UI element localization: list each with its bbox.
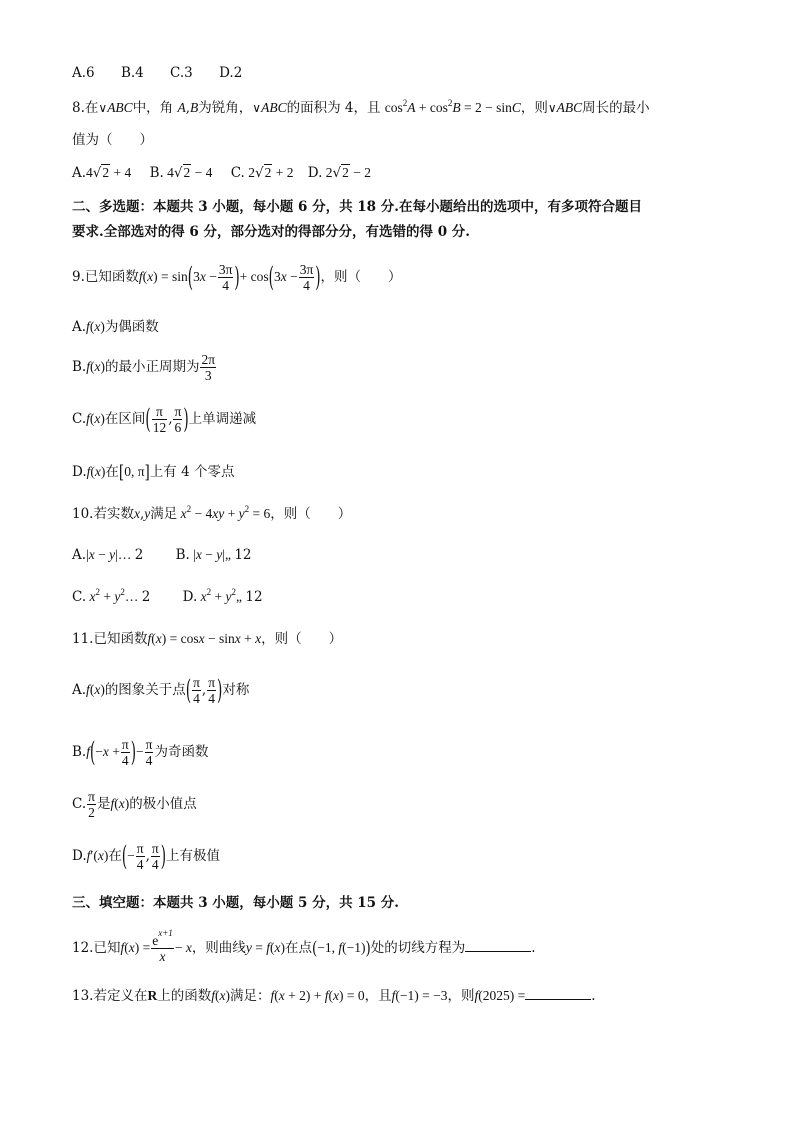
q9-option-c: C.f(x)在区间( $\frac{\pi}{12}$ , $\frac{\pi}{6}$ )上单调递减: [72, 403, 257, 436]
q13-answer-blank[interactable]: [525, 987, 591, 1000]
section-3-heading: 三、填空题：本题共 3 小题，每小题 5 分，共 15 分.: [72, 895, 399, 911]
q8-option-a: A.4√2 + 4: [72, 165, 132, 181]
q7-option-a: A.6: [72, 65, 95, 81]
q10-option-b: B. |x − y|„ 12: [175, 547, 252, 563]
q9-option-d: D.f(x)在[0, π]上有 4 个零点: [72, 462, 235, 484]
q9-option-a: A.f(x)为偶函数: [72, 319, 159, 335]
q8-options: [72, 163, 371, 183]
q10-option-a: A.|x − y|… 2: [72, 547, 144, 563]
q10-options-ab: [72, 545, 252, 565]
q7-option-d: D.2: [219, 65, 243, 81]
q11-option-d: D.f′(x)在(− $\frac{\pi}{4}$ , $\frac{\pi}{4}$ )上有极值: [72, 840, 220, 873]
q10-option-c: C. $x^2$ + $y^2\dots$ 2: [72, 587, 151, 605]
q11-option-b: B.f(−x + $\frac{\pi}{4}$ )− $\frac{\pi}{4}$ 为奇函数: [72, 736, 209, 769]
q7-option-b: B.4: [120, 65, 144, 81]
q11-option-a: A.f(x)的图象关于点( $\frac{\pi}{4}$ , $\frac{\pi}{4}$ )对称: [72, 674, 250, 707]
section-2-heading-cont: 要求.全部选对的得 6 分，部分选对的得部分分，有选错的得 0 分.: [72, 224, 470, 240]
q8-stem: 8.在∨ABC中，角 A,B为锐角，∨ABC的面积为 4，且 $\cos^2A + \cos^2B = 2 - \sin C$，则∨ABC周长的最小: [72, 98, 650, 116]
q9-stem: 9.已知函数f(x) = sin(3x − $\frac{3\pi}{4}$ )+ cos(3x − $\frac{3\pi}{4}$ )，则（ ）: [72, 261, 402, 294]
q8-option-d: D. 2√2 − 2: [307, 165, 371, 181]
q10-option-d: D. $x^2$ + $y^2„$ 12: [182, 587, 263, 605]
q10-options-cd: [72, 587, 263, 607]
q11-stem: 11.已知函数f(x) = cosx − sinx + x，则（ ）: [72, 631, 343, 647]
q10-stem: 10.若实数x,y满足 $x^2 - 4xy + y^2 = 6$，则（ ）: [72, 504, 352, 522]
q7-option-c: C.3: [170, 65, 193, 81]
q12-stem: 12.已知f(x) = $\frac{e^{x+1}}{x}$ − x，则曲线y = f(x)在点(−1, f(−1))处的切线方程为 .: [72, 928, 536, 964]
q11-option-c: C. $\frac{\pi}{2}$ 是f(x)的极小值点: [72, 789, 197, 820]
q8-stem-cont: 值为（ ）: [72, 132, 153, 148]
q12-answer-blank[interactable]: [465, 939, 531, 952]
q9-option-b: B.f(x)的最小正周期为 $\frac{2\pi}{3}$: [72, 352, 216, 383]
section-2-heading: 二、多选题：本题共 3 小题，每小题 6 分，共 18 分.在每小题给出的选项中，有多项符合题目: [72, 199, 642, 215]
q8-option-c: C. 2√2 + 2: [230, 165, 294, 181]
q13-stem: 13.若定义在R上的函数f(x)满足：f(x + 2) + f(x) = 0，且f(−1) = −3，则f(2025) = .: [72, 988, 596, 1004]
q7-options: [72, 63, 242, 83]
q8-option-b: B. 4√2 − 4: [149, 165, 213, 181]
